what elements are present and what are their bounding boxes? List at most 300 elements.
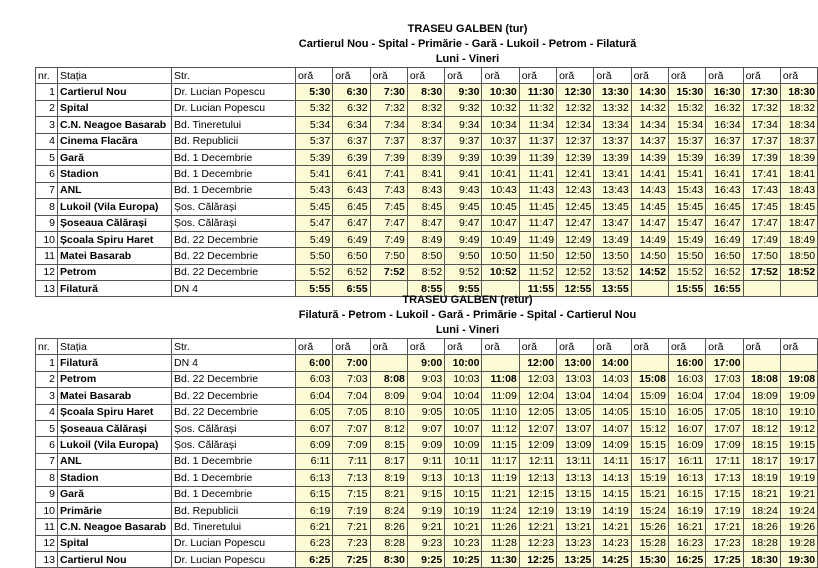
time-cell: 11:52 [519,264,556,280]
time-cell: 11:43 [519,182,556,198]
time-cell: 5:45 [296,199,333,215]
table-row [36,453,818,469]
time-cell: 7:47 [370,215,407,231]
retur-table [35,338,818,568]
retur-route: Filatură - Petrom - Lukoil - Gară - Primărie - Spital - Cartierul Nou [298,309,637,321]
time-cell: 16:43 [706,182,743,198]
time-cell: 17:15 [706,486,743,502]
retur-header-row [36,339,818,355]
time-cell: 11:30 [519,84,556,100]
time-cell: 6:34 [333,117,370,133]
row-number: 10 [36,231,58,247]
station-name: Filatură [58,281,172,297]
row-number: 1 [36,355,58,371]
time-cell: 18:19 [743,470,780,486]
time-cell: 17:09 [706,437,743,453]
table-row [36,149,818,165]
station-name: Șoseaua Călărași [58,215,172,231]
time-cell: 12:19 [519,502,556,518]
time-cell: 15:09 [631,388,668,404]
time-cell: 15:30 [631,552,668,568]
time-cell: 16:13 [668,470,705,486]
time-cell: 13:43 [594,182,631,198]
table-row [36,199,818,215]
time-cell: 10:15 [445,486,482,502]
street-name: Bd. 1 Decembrie [172,182,296,198]
time-cell: 11:37 [519,133,556,149]
time-cell: 17:50 [743,248,780,264]
time-cell: 9:09 [407,437,444,453]
time-cell: 14:37 [631,133,668,149]
time-cell: 17:34 [743,117,780,133]
time-cell: 11:32 [519,100,556,116]
station-name: Petrom [58,371,172,387]
time-cell: 9:07 [407,420,444,436]
time-cell: 14:19 [594,502,631,518]
header-time: oră [743,68,780,84]
time-cell: 17:32 [743,100,780,116]
time-cell: 12:34 [557,117,594,133]
time-cell: 11:39 [519,149,556,165]
street-name: Bd. 1 Decembrie [172,166,296,182]
time-cell: 17:07 [706,420,743,436]
header-time: oră [631,339,668,355]
time-cell: 9:03 [407,371,444,387]
time-cell: 17:30 [743,84,780,100]
time-cell: 11:34 [519,117,556,133]
station-name: ANL [58,453,172,469]
time-cell: 8:08 [370,371,407,387]
time-cell: 7:45 [370,199,407,215]
time-cell: 19:30 [780,552,817,568]
time-cell: 5:34 [296,117,333,133]
row-number: 6 [36,437,58,453]
time-cell: 8:26 [370,519,407,535]
station-name: Primărie [58,502,172,518]
time-cell: 7:50 [370,248,407,264]
street-name: Bd. Republicii [172,502,296,518]
time-cell: 13:15 [557,486,594,502]
time-cell: 6:45 [333,199,370,215]
header-time: oră [445,339,482,355]
street-name: Șos. Călărași [172,420,296,436]
time-cell [482,355,519,371]
time-cell: 12:05 [519,404,556,420]
header-time: oră [370,339,407,355]
street-name: Șos. Călărași [172,437,296,453]
row-number: 12 [36,535,58,551]
time-cell: 8:12 [370,420,407,436]
time-cell: 8:09 [370,388,407,404]
time-cell: 7:15 [333,486,370,502]
time-cell: 7:19 [333,502,370,518]
time-cell: 7:05 [333,404,370,420]
time-cell: 12:41 [557,166,594,182]
time-cell: 10:07 [445,420,482,436]
time-cell: 15:17 [631,453,668,469]
time-cell: 15:12 [631,420,668,436]
time-cell: 16:41 [706,166,743,182]
time-cell: 18:21 [743,486,780,502]
time-cell: 12:30 [557,84,594,100]
time-cell: 15:08 [631,371,668,387]
time-cell: 19:15 [780,437,817,453]
row-number: 11 [36,519,58,535]
table-row [36,486,818,502]
street-name: Dr. Lucian Popescu [172,535,296,551]
time-cell: 7:37 [370,133,407,149]
time-cell: 17:13 [706,470,743,486]
time-cell: 8:52 [407,264,444,280]
header-time: oră [333,68,370,84]
time-cell: 11:28 [482,535,519,551]
header-time: oră [482,339,519,355]
time-cell: 17:00 [706,355,743,371]
time-cell: 15:52 [668,264,705,280]
header-time: oră [594,68,631,84]
time-cell: 18:12 [743,420,780,436]
time-cell: 17:25 [706,552,743,568]
tur-table [35,67,818,297]
time-cell: 8:39 [407,149,444,165]
time-cell: 9:32 [445,100,482,116]
time-cell: 7:34 [370,117,407,133]
table-row [36,437,818,453]
time-cell: 7:11 [333,453,370,469]
time-cell: 19:26 [780,519,817,535]
time-cell: 7:09 [333,437,370,453]
header-time: oră [594,339,631,355]
time-cell: 19:08 [780,371,817,387]
table-row [36,100,818,116]
street-name: Șos. Călărași [172,215,296,231]
time-cell: 6:39 [333,149,370,165]
time-cell: 11:17 [482,453,519,469]
time-cell: 8:30 [407,84,444,100]
time-cell: 7:07 [333,420,370,436]
time-cell: 10:13 [445,470,482,486]
time-cell: 16:21 [668,519,705,535]
time-cell: 6:49 [333,231,370,247]
street-name: Bd. 22 Decembrie [172,404,296,420]
time-cell: 17:47 [743,215,780,231]
time-cell: 11:26 [482,519,519,535]
row-number: 3 [36,388,58,404]
street-name: Șos. Călărași [172,199,296,215]
header-time: oră [482,68,519,84]
time-cell: 15:15 [631,437,668,453]
time-cell: 17:39 [743,149,780,165]
time-cell: 13:39 [594,149,631,165]
time-cell: 10:52 [482,264,519,280]
time-cell: 6:09 [296,437,333,453]
table-row [36,166,818,182]
retur-body [36,355,818,568]
time-cell: 11:41 [519,166,556,182]
table-row [36,388,818,404]
time-cell: 5:37 [296,133,333,149]
time-cell: 18:41 [780,166,817,182]
time-cell: 9:00 [407,355,444,371]
time-cell: 6:25 [296,552,333,568]
time-cell: 12:52 [557,264,594,280]
time-cell: 10:04 [445,388,482,404]
time-cell: 18:37 [780,133,817,149]
time-cell: 14:11 [594,453,631,469]
station-name: C.N. Neagoe Basarab [58,117,172,133]
time-cell: 15:37 [668,133,705,149]
time-cell: 10:49 [482,231,519,247]
time-cell: 12:37 [557,133,594,149]
time-cell: 16:25 [668,552,705,568]
row-number: 8 [36,199,58,215]
time-cell: 5:52 [296,264,333,280]
time-cell: 14:45 [631,199,668,215]
time-cell: 6:03 [296,371,333,387]
time-cell: 12:47 [557,215,594,231]
time-cell: 15:19 [631,470,668,486]
time-cell: 11:15 [482,437,519,453]
time-cell: 5:49 [296,231,333,247]
time-cell: 13:41 [594,166,631,182]
time-cell: 14:47 [631,215,668,231]
row-number: 9 [36,486,58,502]
time-cell: 12:50 [557,248,594,264]
row-number: 2 [36,371,58,387]
time-cell: 19:09 [780,388,817,404]
time-cell: 12:43 [557,182,594,198]
time-cell: 11:30 [482,552,519,568]
time-cell: 19:12 [780,420,817,436]
time-cell: 6:41 [333,166,370,182]
time-cell: 10:45 [482,199,519,215]
time-cell: 9:21 [407,519,444,535]
time-cell: 13:25 [557,552,594,568]
time-cell: 15:45 [668,199,705,215]
street-name: Bd. 1 Decembrie [172,470,296,486]
time-cell: 10:47 [482,215,519,231]
street-name: Bd. 22 Decembrie [172,248,296,264]
time-cell: 16:30 [706,84,743,100]
time-cell: 7:32 [370,100,407,116]
header-time: oră [706,68,743,84]
time-cell: 6:23 [296,535,333,551]
header-time: oră [780,68,817,84]
time-cell: 6:00 [296,355,333,371]
tur-header-row [36,68,818,84]
time-cell: 9:05 [407,404,444,420]
time-cell: 8:43 [407,182,444,198]
table-row [36,248,818,264]
station-name: Stadion [58,470,172,486]
time-cell: 8:28 [370,535,407,551]
row-number: 12 [36,264,58,280]
time-cell: 11:55 [519,281,556,297]
time-cell: 14:34 [631,117,668,133]
time-cell: 13:09 [557,437,594,453]
time-cell: 5:50 [296,248,333,264]
time-cell: 8:55 [407,281,444,297]
time-cell: 19:19 [780,470,817,486]
time-cell: 14:30 [631,84,668,100]
time-cell: 16:04 [668,388,705,404]
time-cell: 17:21 [706,519,743,535]
time-cell: 7:00 [333,355,370,371]
time-cell: 7:23 [333,535,370,551]
time-cell: 19:24 [780,502,817,518]
table-row [36,535,818,551]
time-cell: 10:25 [445,552,482,568]
time-cell: 16:15 [668,486,705,502]
time-cell: 8:41 [407,166,444,182]
time-cell: 14:04 [594,388,631,404]
time-cell: 19:17 [780,453,817,469]
time-cell: 13:49 [594,231,631,247]
time-cell: 12:13 [519,470,556,486]
time-cell: 6:04 [296,388,333,404]
station-name: Gară [58,486,172,502]
station-name: Cinema Flacăra [58,133,172,149]
street-name: Bd. 22 Decembrie [172,371,296,387]
header-station: Stația [58,339,172,355]
time-cell: 10:39 [482,149,519,165]
time-cell: 12:00 [519,355,556,371]
time-cell: 8:32 [407,100,444,116]
time-cell: 10:50 [482,248,519,264]
time-cell: 15:32 [668,100,705,116]
time-cell: 10:09 [445,437,482,453]
street-name: Bd. Republicii [172,133,296,149]
time-cell [780,281,817,297]
time-cell: 6:13 [296,470,333,486]
time-cell: 16:45 [706,199,743,215]
time-cell: 15:41 [668,166,705,182]
station-name: Școala Spiru Haret [58,404,172,420]
time-cell: 14:07 [594,420,631,436]
time-cell: 18:08 [743,371,780,387]
time-cell: 14:41 [631,166,668,182]
time-cell: 12:09 [519,437,556,453]
time-cell: 13:34 [594,117,631,133]
time-cell [370,355,407,371]
time-cell: 13:37 [594,133,631,149]
time-cell: 10:41 [482,166,519,182]
station-name: Stadion [58,166,172,182]
time-cell: 8:47 [407,215,444,231]
time-cell: 10:05 [445,404,482,420]
row-number: 5 [36,149,58,165]
retur-title: TRASEU GALBEN (retur) [402,294,533,306]
time-cell: 18:43 [780,182,817,198]
header-time: oră [296,339,333,355]
time-cell: 9:25 [407,552,444,568]
time-cell: 17:49 [743,231,780,247]
header-time: oră [407,339,444,355]
time-cell: 10:03 [445,371,482,387]
time-cell: 16:39 [706,149,743,165]
time-cell: 12:04 [519,388,556,404]
station-name: ANL [58,182,172,198]
time-cell: 13:11 [557,453,594,469]
time-cell: 11:19 [482,470,519,486]
time-cell: 9:49 [445,231,482,247]
time-cell: 14:03 [594,371,631,387]
time-cell: 6:11 [296,453,333,469]
row-number: 5 [36,420,58,436]
tur-route: Cartierul Nou - Spital - Primărie - Gară - Lukoil - Petrom - Filatură [298,38,637,50]
time-cell: 5:47 [296,215,333,231]
table-row [36,470,818,486]
header-nr: nr. [36,68,58,84]
time-cell: 17:03 [706,371,743,387]
retur-days: Luni - Vineri [435,324,500,336]
row-number: 1 [36,84,58,100]
header-time: oră [445,68,482,84]
time-cell: 12:39 [557,149,594,165]
time-cell: 15:30 [668,84,705,100]
time-cell: 14:21 [594,519,631,535]
table-row [36,117,818,133]
time-cell [631,355,668,371]
time-cell: 19:21 [780,486,817,502]
time-cell: 18:39 [780,149,817,165]
time-cell: 8:19 [370,470,407,486]
row-number: 4 [36,404,58,420]
time-cell: 11:21 [482,486,519,502]
time-cell: 16:49 [706,231,743,247]
street-name: Dr. Lucian Popescu [172,100,296,116]
tur-body [36,84,818,297]
station-name: Spital [58,100,172,116]
time-cell: 18:50 [780,248,817,264]
time-cell: 8:24 [370,502,407,518]
header-time: oră [631,68,668,84]
time-cell: 12:03 [519,371,556,387]
time-cell: 7:13 [333,470,370,486]
time-cell: 18:10 [743,404,780,420]
time-cell: 16:55 [706,281,743,297]
row-number: 7 [36,182,58,198]
header-time: oră [668,339,705,355]
time-cell: 6:37 [333,133,370,149]
tur-title: TRASEU GALBEN (tur) [407,23,528,35]
time-cell: 11:10 [482,404,519,420]
time-cell: 12:45 [557,199,594,215]
time-cell: 12:15 [519,486,556,502]
table-row [36,355,818,371]
header-time: oră [780,339,817,355]
time-cell: 19:28 [780,535,817,551]
row-number: 4 [36,133,58,149]
time-cell: 11:47 [519,215,556,231]
time-cell: 6:50 [333,248,370,264]
time-cell: 9:55 [445,281,482,297]
time-cell: 13:52 [594,264,631,280]
time-cell: 16:19 [668,502,705,518]
time-cell: 9:43 [445,182,482,198]
time-cell: 12:07 [519,420,556,436]
header-street: Str. [172,68,296,84]
time-cell: 9:39 [445,149,482,165]
row-number: 9 [36,215,58,231]
station-name: Filatură [58,355,172,371]
time-cell [743,355,780,371]
row-number: 3 [36,117,58,133]
time-cell: 6:05 [296,404,333,420]
time-cell: 16:07 [668,420,705,436]
station-name: Cartierul Nou [58,552,172,568]
time-cell: 15:21 [631,486,668,502]
